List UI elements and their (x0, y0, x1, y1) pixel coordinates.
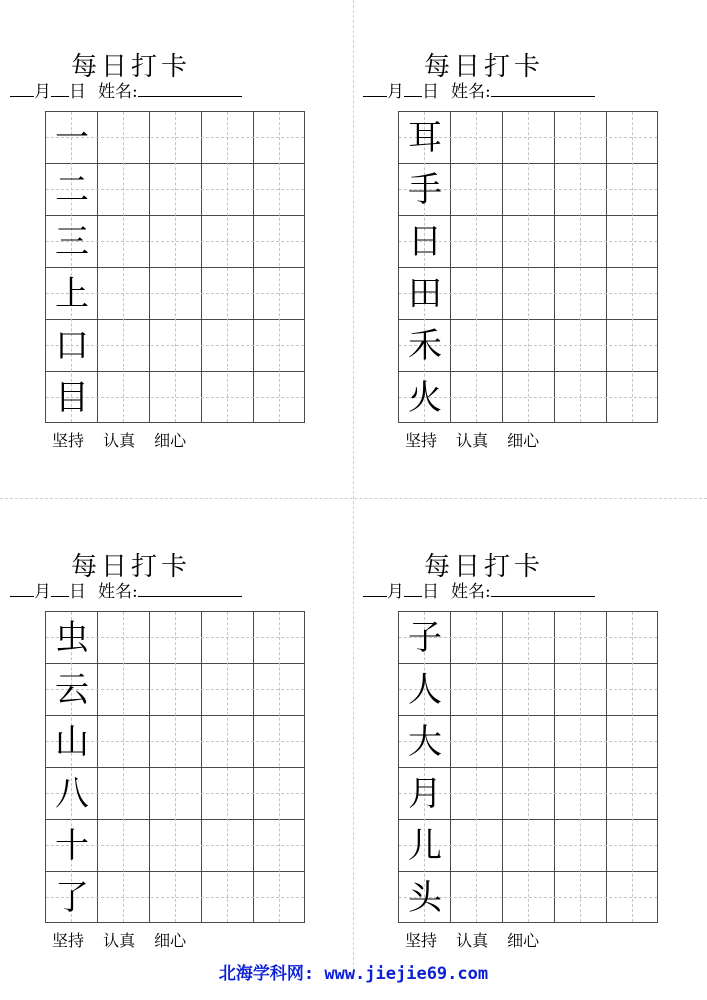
model-character: 耳 (408, 118, 442, 158)
motto-text: 坚持 认真 细心 (405, 931, 540, 950)
model-character: 手 (408, 170, 442, 210)
model-character: 二 (55, 170, 89, 210)
grid-guide-line (227, 112, 228, 422)
card-title: 每日打卡 (423, 52, 544, 82)
grid-col-line (201, 612, 202, 922)
grid-guide-line (476, 612, 477, 922)
name-blank[interactable] (491, 80, 595, 97)
grid-col-line (606, 612, 607, 922)
name-blank[interactable] (138, 80, 242, 97)
month-label: 月 (34, 82, 51, 102)
grid-guide-line (123, 112, 124, 422)
model-character: 一 (55, 118, 89, 158)
model-character: 口 (55, 326, 89, 366)
model-character: 子 (408, 618, 442, 658)
day-label: 日 (422, 582, 439, 602)
grid-col-line (149, 612, 150, 922)
date-name-line (10, 80, 242, 104)
model-character: 儿 (408, 826, 442, 866)
model-character: 人 (408, 670, 442, 710)
day-blank[interactable] (51, 80, 69, 97)
month-label: 月 (34, 582, 51, 602)
day-label: 日 (422, 82, 439, 102)
grid-col-line (606, 112, 607, 422)
model-character: 目 (55, 378, 89, 418)
grid-guide-line (279, 112, 280, 422)
date-name-line (10, 580, 242, 604)
grid-guide-line (580, 112, 581, 422)
grid-col-line (149, 112, 150, 422)
grid-col-line (253, 112, 254, 422)
practice-card (353, 550, 653, 960)
day-blank[interactable] (404, 580, 422, 597)
name-blank[interactable] (138, 580, 242, 597)
grid-guide-line (580, 612, 581, 922)
month-blank[interactable] (10, 80, 34, 97)
month-blank[interactable] (363, 580, 387, 597)
month-blank[interactable] (10, 580, 34, 597)
grid-guide-line (528, 612, 529, 922)
writing-grid[interactable] (398, 111, 658, 423)
grid-guide-line (227, 612, 228, 922)
model-character: 田 (408, 274, 442, 314)
model-character: 禾 (408, 326, 442, 366)
practice-card (353, 50, 653, 460)
writing-grid[interactable] (398, 611, 658, 923)
grid-guide-line (175, 612, 176, 922)
page-divider-horizontal (0, 498, 707, 499)
card-title: 每日打卡 (423, 552, 544, 582)
day-blank[interactable] (51, 580, 69, 597)
model-character: 虫 (55, 618, 89, 658)
model-character: 八 (55, 774, 89, 814)
card-title: 每日打卡 (70, 552, 191, 582)
model-character: 云 (55, 670, 89, 710)
motto-text: 坚持 认真 细心 (52, 931, 187, 950)
motto-text: 坚持 认真 细心 (52, 431, 187, 450)
model-character: 头 (408, 878, 442, 918)
grid-col-line (502, 112, 503, 422)
name-blank[interactable] (491, 580, 595, 597)
grid-guide-line (123, 612, 124, 922)
day-blank[interactable] (404, 80, 422, 97)
writing-grid[interactable] (45, 611, 305, 923)
date-name-line (363, 80, 595, 104)
model-character: 火 (408, 378, 442, 418)
grid-guide-line (175, 112, 176, 422)
grid-col-line (253, 612, 254, 922)
name-label: 姓名: (451, 82, 491, 102)
grid-guide-line (632, 612, 633, 922)
writing-grid[interactable] (45, 111, 305, 423)
model-character: 日 (408, 222, 442, 262)
model-character: 上 (55, 274, 89, 314)
model-character: 月 (408, 774, 442, 814)
day-label: 日 (69, 82, 86, 102)
day-label: 日 (69, 582, 86, 602)
grid-guide-line (476, 112, 477, 422)
model-character: 十 (55, 826, 89, 866)
grid-col-line (554, 112, 555, 422)
grid-col-line (554, 612, 555, 922)
grid-col-line (201, 112, 202, 422)
name-label: 姓名: (98, 82, 138, 102)
practice-card (0, 550, 300, 960)
model-character: 大 (408, 722, 442, 762)
model-character: 三 (55, 222, 89, 262)
grid-col-line (502, 612, 503, 922)
motto-text: 坚持 认真 细心 (405, 431, 540, 450)
card-title: 每日打卡 (70, 52, 191, 82)
name-label: 姓名: (98, 582, 138, 602)
name-label: 姓名: (451, 582, 491, 602)
grid-guide-line (528, 112, 529, 422)
month-label: 月 (387, 82, 404, 102)
practice-card (0, 50, 300, 460)
model-character: 了 (55, 878, 89, 918)
grid-guide-line (632, 112, 633, 422)
month-label: 月 (387, 582, 404, 602)
footer-website[interactable]: 北海学科网: www.jiejie69.com (218, 964, 489, 984)
grid-guide-line (279, 612, 280, 922)
month-blank[interactable] (363, 80, 387, 97)
date-name-line (363, 580, 595, 604)
model-character: 山 (55, 722, 89, 762)
